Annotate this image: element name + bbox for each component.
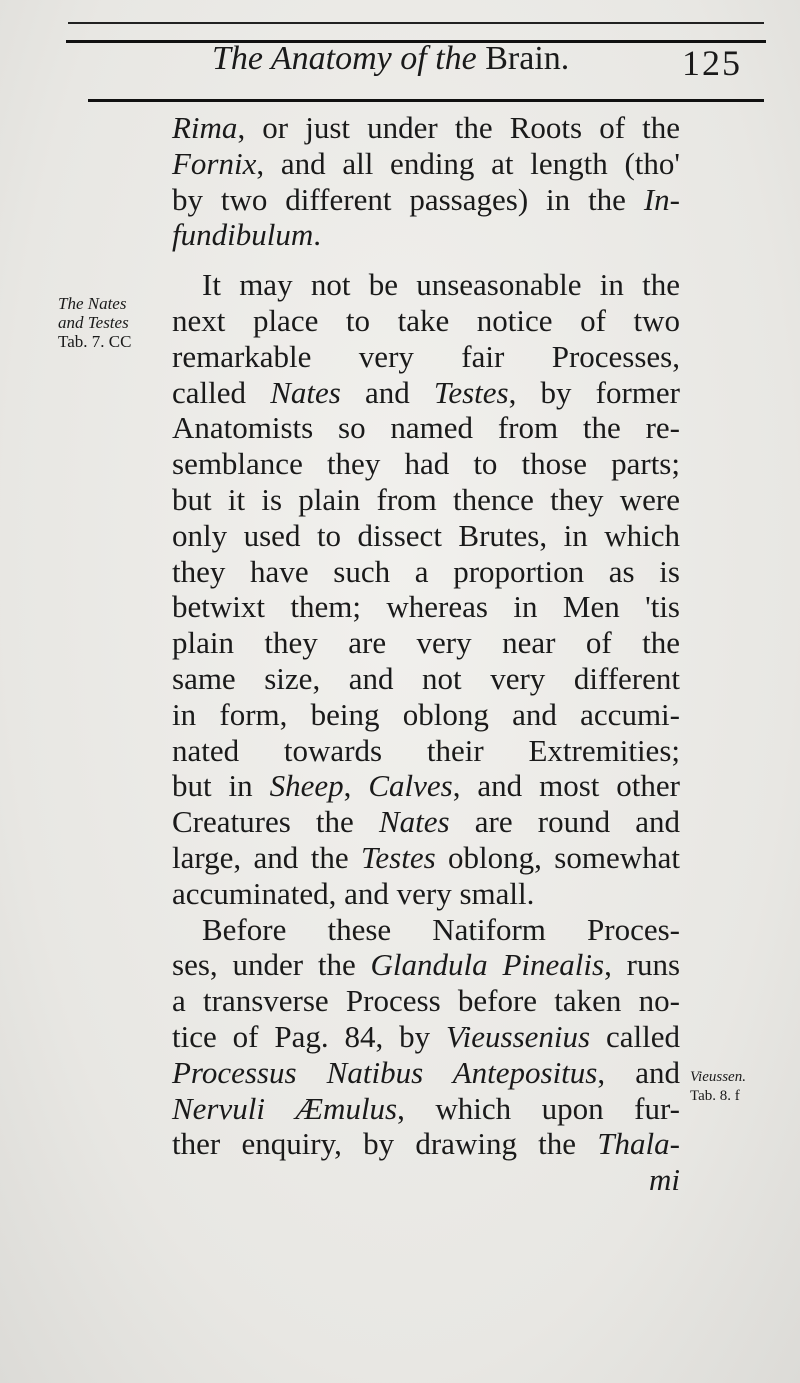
text-line: Fornix, and all ending at length (tho' xyxy=(172,145,680,181)
body-text xyxy=(172,110,680,1198)
text-line: but it is plain from thence they were xyxy=(172,481,680,517)
margin-note-line: Tab. 7. CC xyxy=(58,332,132,351)
running-head-roman: Brain. xyxy=(476,40,570,77)
text-line: mi xyxy=(649,1162,680,1198)
text-line: Before these Natiform Proces- xyxy=(202,911,680,947)
text-line: next place to take notice of two xyxy=(172,302,680,338)
margin-note-vieussen xyxy=(690,1068,746,1106)
text-line: ther enquiry, by drawing the Thala- xyxy=(172,1126,680,1162)
text-line: nated towards their Extremities; xyxy=(172,732,680,768)
text-line: same size, and not very different xyxy=(172,660,680,696)
running-head-italic: The Anatomy of the xyxy=(212,40,477,77)
text-line: a transverse Process before taken no- xyxy=(172,983,680,1019)
text-line: Nervuli Æmulus, which upon fur- xyxy=(172,1090,680,1126)
text-line: Processus Natibus Antepositus, and xyxy=(172,1054,680,1090)
text-line: large, and the Testes oblong, somewhat xyxy=(172,839,680,875)
text-line: by two different passages) in the In- xyxy=(172,181,680,217)
header-rule-top xyxy=(68,22,764,24)
text-line: remarkable very fair Processes, xyxy=(172,338,680,374)
text-line: It may not be unseasonable in the xyxy=(202,267,680,303)
page-number: 125 xyxy=(682,43,742,83)
text-line: ses, under the Glandula Pinealis, runs xyxy=(172,947,681,983)
paragraph-gap xyxy=(172,253,680,267)
text-line: they have such a proportion as is xyxy=(172,553,680,589)
text-line: semblance they had to those parts; xyxy=(172,446,680,482)
text-line: called Nates and Testes, by former xyxy=(172,374,681,410)
text-line: plain they are very near of the xyxy=(172,625,680,661)
running-head xyxy=(212,40,569,78)
header-rule-bottom xyxy=(88,99,764,102)
margin-note-line: and Testes xyxy=(58,313,129,332)
margin-note-line: The Nates xyxy=(58,294,127,313)
margin-note-nates-testes xyxy=(58,294,131,351)
text-line: Anatomists so named from the re- xyxy=(172,410,680,446)
text-line: only used to dissect Brutes, in which xyxy=(172,517,680,553)
text-line: in form, being oblong and accumi- xyxy=(172,696,680,732)
margin-note-line: Tab. 8. f xyxy=(690,1088,740,1104)
margin-note-line: Vieussen. xyxy=(690,1069,746,1085)
text-line: but in Sheep, Calves, and most other xyxy=(172,768,681,804)
text-line: betwixt them; whereas in Men 'tis xyxy=(172,589,680,625)
text-line: Creatures the Nates are round and xyxy=(172,804,680,840)
text-line: accuminated, and very small. xyxy=(172,875,535,911)
text-line: Rima, or just under the Roots of the xyxy=(172,110,680,145)
text-line: tice of Pag. 84, by Vieussenius called xyxy=(172,1018,680,1054)
text-line: fundibulum. xyxy=(172,217,321,253)
